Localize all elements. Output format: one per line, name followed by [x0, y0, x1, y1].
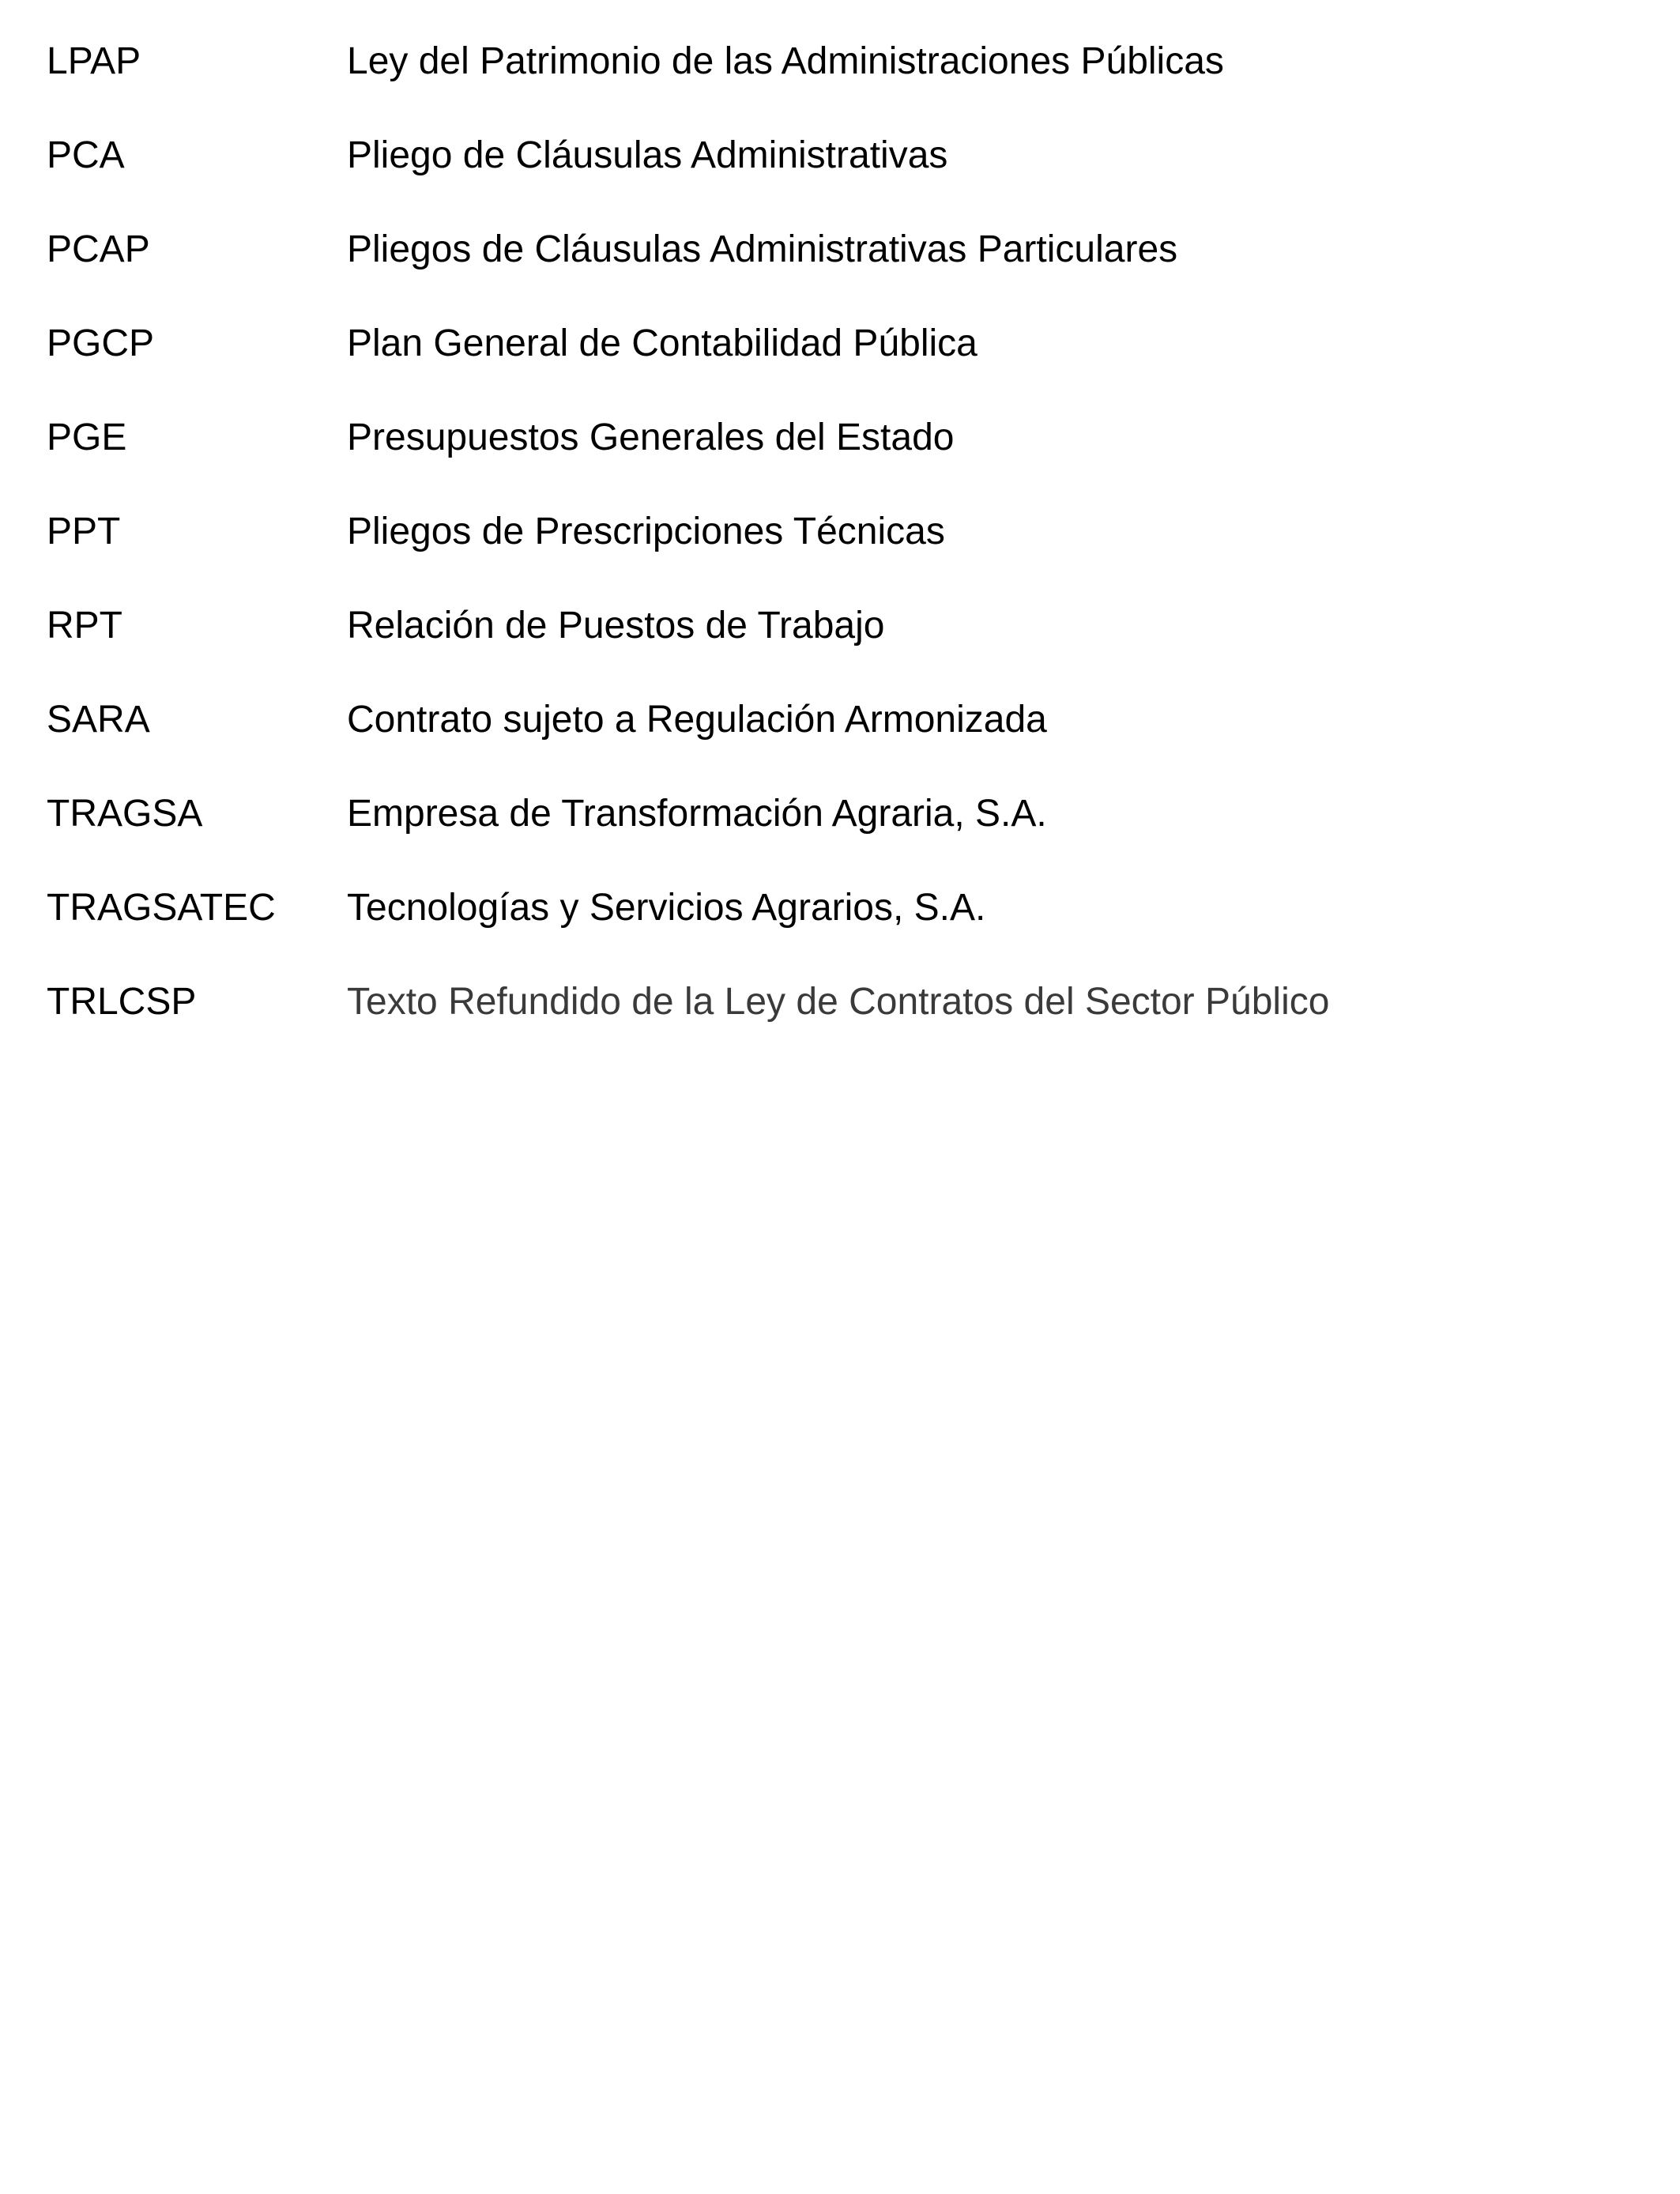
abbreviation-definition: Contrato sujeto a Regulación Armonizada	[347, 699, 1047, 741]
abbreviation-definition: Plan General de Contabilidad Pública	[347, 322, 977, 364]
abbreviation-term: PCAP	[47, 228, 150, 270]
abbreviation-term: RPT	[47, 605, 122, 647]
abbreviation-definition: Texto Refundido de la Ley de Contratos del Sector Público	[347, 981, 1330, 1023]
abbreviation-entry	[47, 317, 1548, 411]
abbreviation-entry	[47, 129, 1548, 223]
abbreviation-entry	[47, 975, 1548, 1069]
abbreviation-definition: Ley del Patrimonio de las Administraciones Públicas	[347, 40, 1224, 82]
abbreviation-definition: Relación de Puestos de Trabajo	[347, 605, 885, 647]
abbreviation-entry	[47, 411, 1548, 505]
abbreviation-definition: Presupuestos Generales del Estado	[347, 417, 955, 458]
abbreviation-term: SARA	[47, 699, 150, 741]
abbreviation-term: PGCP	[47, 322, 155, 364]
abbreviation-term: LPAP	[47, 40, 141, 82]
abbreviation-term: TRAGSA	[47, 793, 203, 835]
abbreviations-list	[47, 35, 1548, 1069]
abbreviation-entry	[47, 693, 1548, 787]
abbreviation-term: PPT	[47, 511, 121, 552]
abbreviation-entry	[47, 787, 1548, 881]
abbreviation-definition: Pliego de Cláusulas Administrativas	[347, 134, 948, 176]
abbreviation-definition: Tecnologías y Servicios Agrarios, S.A.	[347, 887, 986, 929]
abbreviation-entry	[47, 881, 1548, 975]
abbreviation-entry	[47, 505, 1548, 599]
abbreviation-term: PGE	[47, 417, 127, 458]
abbreviation-definition: Empresa de Transformación Agraria, S.A.	[347, 793, 1047, 835]
abbreviation-term: TRLCSP	[47, 981, 197, 1023]
abbreviation-entry	[47, 35, 1548, 129]
abbreviation-definition: Pliegos de Cláusulas Administrativas Particulares	[347, 228, 1178, 270]
abbreviation-term: TRAGSATEC	[47, 887, 276, 929]
abbreviation-term: PCA	[47, 134, 125, 176]
abbreviation-definition: Pliegos de Prescripciones Técnicas	[347, 511, 945, 552]
abbreviation-entry	[47, 599, 1548, 693]
abbreviation-entry	[47, 223, 1548, 317]
